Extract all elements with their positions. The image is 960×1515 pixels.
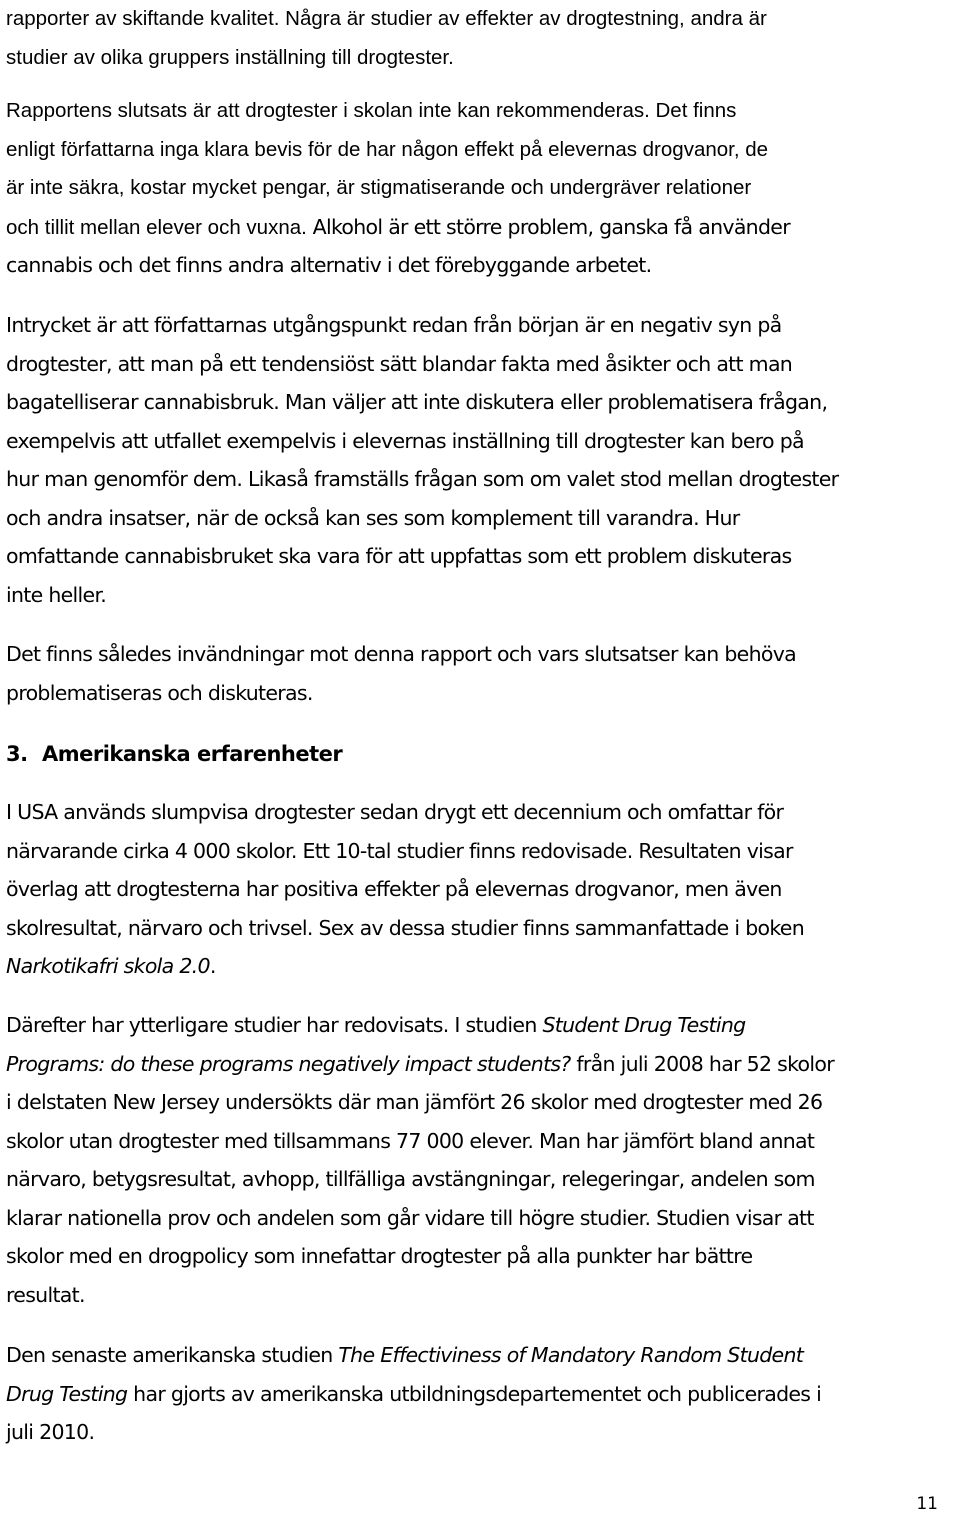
section-heading <box>6 735 342 773</box>
study-title: Student Drug Testing <box>542 1013 746 1037</box>
text-line: rapporter av skiftande kvalitet. Några är studier av effekter av drogtestning, andra är <box>6 7 767 30</box>
section-title: Amerikanska erfarenheter <box>42 742 343 766</box>
text-line: cannabis och det finns andra alternativ i det förebyggande arbetet. <box>6 253 652 277</box>
paragraph-objections <box>6 635 956 712</box>
text-line <box>6 1375 956 1414</box>
text-line: klarar nationella prov och andelen som går vidare till högre studier. Studien visar att <box>6 1205 814 1230</box>
page-number: 11 <box>916 1494 938 1514</box>
text-line: överlag att drogtesterna har positiva effekter på elevernas drogvanor, men även <box>6 877 782 901</box>
text-segment: Den senaste amerikanska studien <box>6 1343 339 1367</box>
text-line: i delstaten New Jersey undersökts där man jämfört 26 skolor med drogtester med 26 <box>6 1090 823 1114</box>
text-line-mixed <box>6 208 956 247</box>
paragraph-continuation <box>6 0 956 77</box>
text-line: I USA används slumpvisa drogtester sedan drygt ett decennium och omfattar för <box>6 800 784 824</box>
text-line: bagatelliserar cannabisbruk. Man väljer att inte diskutera eller problematisera frågan, <box>6 390 828 414</box>
text-segment: och tillit mellan elever och vuxna. <box>6 215 307 239</box>
text-line: Det finns således invändningar mot denna rapport och vars slutsatser kan behöva <box>6 642 797 666</box>
text-line: närvaro, betygsresultat, avhopp, tillfälliga avstängningar, relegeringar, andelen som <box>6 1167 815 1191</box>
paragraph-usa <box>6 793 956 986</box>
text-line: hur man genomför dem. Likaså framställs frågan som om valet stod mellan drogtester <box>6 467 839 491</box>
text-line: Rapportens slutsats är att drogtester i skolan inte kan rekommenderas. Det finns <box>6 99 737 122</box>
text-line: inte heller. <box>6 582 107 607</box>
book-title: Narkotikafri skola 2.0 <box>6 954 210 978</box>
study-title: Programs: do these programs negatively impact students? <box>6 1051 571 1076</box>
paragraph-report-conclusion <box>6 92 956 285</box>
text-line: och andra insatser, när de också kan ses som komplement till varandra. Hur <box>6 505 740 530</box>
section-number: 3. <box>6 742 28 766</box>
text-line: närvarande cirka 4 000 skolor. Ett 10-tal studier finns redovisade. Resultaten visar <box>6 838 793 863</box>
text-line: skolor utan drogtester med tillsammans 77 000 elever. Man har jämfört bland annat <box>6 1128 815 1153</box>
study-title: Drug Testing <box>6 1381 128 1406</box>
text-line: drogtester, att man på ett tendensiöst sätt blandar fakta med åsikter och att man <box>6 351 793 376</box>
text-line: juli 2010. <box>6 1420 95 1444</box>
text-line: resultat. <box>6 1282 85 1307</box>
text-line: skolor med en drogpolicy som innefattar drogtester på alla punkter har bättre <box>6 1244 753 1268</box>
text-segment: från juli 2008 har 52 skolor <box>570 1051 834 1076</box>
study-title: The Effectiviness of Mandatory Random Student <box>338 1343 804 1367</box>
text-line: Intrycket är att författarnas utgångspunkt redan från början är en negativ syn på <box>6 313 782 337</box>
paragraph-latest-study <box>6 1336 956 1452</box>
text-segment: . <box>209 954 216 978</box>
text-line: enligt författarna inga klara bevis för de har någon effekt på elevernas drogvanor, de <box>6 137 769 161</box>
paragraph-impression <box>6 306 956 614</box>
text-line: studier av olika gruppers inställning till drogtester. <box>6 45 454 69</box>
text-segment: har gjorts av amerikanska utbildningsdepartementet och publicerades i <box>127 1381 822 1406</box>
text-line: omfattande cannabisbruket ska vara för att uppfattas som ett problem diskuteras <box>6 544 792 568</box>
text-line: problematiseras och diskuteras. <box>6 680 313 705</box>
text-line: är inte säkra, kostar mycket pengar, är stigmatiserande och undergräver relationer <box>6 176 752 199</box>
text-line: exempelvis att utfallet exempelvis i elevernas inställning till drogtester kan bero på <box>6 428 804 453</box>
paragraph-new-jersey-study <box>6 1006 956 1314</box>
text-segment: Därefter har ytterligare studier har redovisats. I studien <box>6 1013 543 1037</box>
text-line: skolresultat, närvaro och trivsel. Sex av dessa studier finns sammanfattade i boken <box>6 915 805 940</box>
text-line <box>6 1336 956 1375</box>
text-line <box>6 1006 956 1045</box>
text-segment: Alkohol är ett större problem, ganska få använder <box>306 214 790 239</box>
text-line <box>6 947 956 986</box>
text-line <box>6 1045 956 1084</box>
